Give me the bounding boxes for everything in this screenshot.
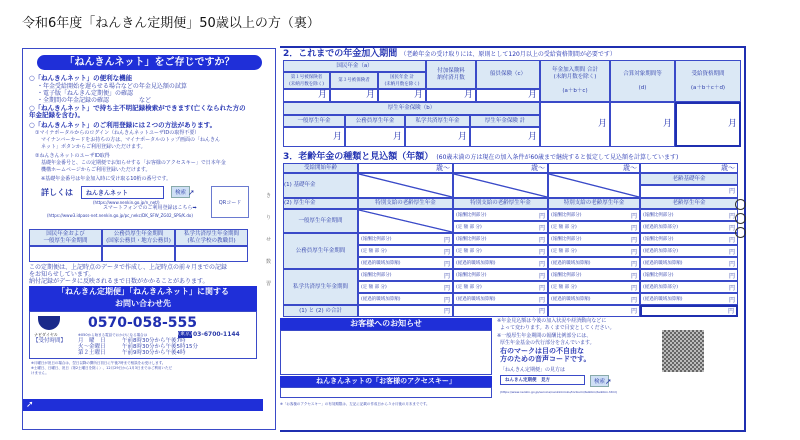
yen-unit: 円 xyxy=(728,248,735,256)
total-amount-cell: 円 xyxy=(640,305,738,317)
url-link[interactable]: (https://www.nenkin.go.jp/service/nenkinkiroku/torikumi/teikibin/teikibin.html) xyxy=(500,390,617,394)
yen-unit: 円 xyxy=(728,284,735,292)
teikibin-search-box[interactable]: ねんきん定期便 見方 xyxy=(500,375,585,385)
yen-unit: 円 xyxy=(630,260,637,268)
group-label: 私学共済厚生年金期間 xyxy=(283,269,358,305)
amount-cell xyxy=(640,245,738,257)
contact-box xyxy=(29,311,257,359)
amount-cell xyxy=(548,293,640,305)
amount-cell xyxy=(453,269,548,281)
kosei-col-header: 老齢厚生年金 xyxy=(640,198,738,209)
sub-label: (定 額 部 分) xyxy=(551,285,577,290)
sub-label: (定 額 部 分) xyxy=(361,249,387,254)
navi-dial-label: ナビダイヤル xyxy=(34,332,58,337)
yen-unit: 円 xyxy=(443,248,450,256)
details-label: 詳しくは xyxy=(41,188,73,197)
amount-cell xyxy=(358,293,453,305)
yen-unit: 円 xyxy=(728,212,735,220)
amount-cell xyxy=(548,257,640,269)
amount-cell xyxy=(640,269,738,281)
sub-label: (定 額 部 分) xyxy=(456,225,482,230)
method-2-title: ②ねんきんネットのユーザID取得 xyxy=(35,153,110,159)
sub-label: (経過的職域加算額) xyxy=(361,261,401,266)
diagonal-cell xyxy=(358,209,453,233)
hours-label: 【受付時間】 xyxy=(33,338,67,344)
table-cell xyxy=(102,246,175,262)
sub-label: (定 額 部 分) xyxy=(456,285,482,290)
sub-label: (経過的職域加算額) xyxy=(551,261,591,266)
point-1: ○「ねんきんネット」の便利な機能 xyxy=(29,74,133,82)
month-value: 月 xyxy=(426,89,476,102)
hours-note: ※月曜日が祝日の場合は、翌日以降の開所日初日に午後7時まで相談をお受けします。 xyxy=(31,361,166,365)
amount-cell xyxy=(640,233,738,245)
table-header: 私学共済厚生年金期間 (私立学校の教職員) xyxy=(175,229,248,246)
punch-hole-icon xyxy=(735,199,746,210)
yen-unit: 円 xyxy=(538,284,545,292)
yen-unit: 円 xyxy=(443,284,450,292)
section-2-note: （老齢年金の受け取りには、原則として120月以上の受給資格期間が必要です） xyxy=(400,51,616,58)
sub-label: (定 額 部 分) xyxy=(551,249,577,254)
month-value: 月 xyxy=(405,127,470,147)
amount-cell xyxy=(640,281,738,293)
yen-unit: 円 xyxy=(630,248,637,256)
yen-unit: 円 xyxy=(538,248,545,256)
yen-unit: 円 xyxy=(728,260,735,268)
section-3-table xyxy=(283,163,738,318)
kosei-col-header: 特別支給の老齢厚生年金 xyxy=(548,198,640,209)
yen-unit: 円 xyxy=(728,224,735,232)
yen-unit: 円 xyxy=(630,212,637,220)
kosei-label: (2) 厚生年金 xyxy=(283,198,358,209)
age-value-cell: 歳～ xyxy=(358,163,453,173)
data-note: 納付記録がデータに反映されるまで日数がかかることがあります。 xyxy=(29,278,209,285)
table-header: 国民年金および 一般厚生年金期間 xyxy=(29,229,102,246)
yen-unit: 円 xyxy=(538,272,545,280)
side-char: 習 xyxy=(266,281,272,287)
point-2b: 年金記録を含む)。 xyxy=(29,111,84,119)
total-label: (1) と (2) の合計 xyxy=(283,305,358,317)
data-note: この定期便は、上記時点のデータで作成し、上記時点の前々月までの記録 xyxy=(29,264,228,271)
dai3-header: 第３号被保険者 xyxy=(330,72,378,89)
amount-cell xyxy=(548,233,640,245)
yen-unit: 円 xyxy=(443,260,450,268)
kosei-col-header: 公務員厚生年金 xyxy=(345,115,405,127)
cursor-arrow-icon: ➚ xyxy=(188,188,195,197)
sub-label: (定 額 部 分) xyxy=(551,225,577,230)
total-amount-cell: 円 xyxy=(358,305,453,317)
url-link[interactable]: (https://www3.idpass-net.nenkin.go.jp/pc_nekc/DK_SFW_ZG02_SPS/K.do) xyxy=(47,213,193,218)
section-3-note: (60歳未満の方は現在の加入条件が60歳まで継続すると仮定して見込額を計算しています) xyxy=(436,154,679,161)
cursor-arrow-icon: ➚ xyxy=(605,377,612,386)
yen-unit: 円 xyxy=(630,236,637,244)
yen-unit: 円 xyxy=(630,296,637,304)
amount-cell xyxy=(358,281,453,293)
kokumin-total-header: 国民年金 計 (未納月数を除く) xyxy=(378,72,426,89)
estimate-note: ※年金見込額は今後の加入状況や経済動向などに xyxy=(497,318,607,324)
diagonal-cell xyxy=(548,173,640,198)
point-1-item: ・全期間の年金記録の確認 など xyxy=(37,97,152,104)
yen-unit: 円 xyxy=(443,296,450,304)
sub-label: (経過的職域加算額) xyxy=(456,297,496,302)
voice-code-note: 方のための音声コードです。 xyxy=(500,355,591,363)
sub-label: (報酬比例部分) xyxy=(551,273,582,278)
smartphone-link[interactable]: スマートフォンでのご利用登録はこちら➡ xyxy=(103,205,197,211)
sub-label: (経過的加算部分) xyxy=(643,249,679,254)
navi-dial-logo-icon xyxy=(38,316,60,330)
sub-label: (経過的職域加算額) xyxy=(643,297,683,302)
page-title: 令和6年度「ねんきん定期便」50歳以上の方（裏） xyxy=(22,16,320,31)
yen-unit: 円 xyxy=(630,284,637,292)
month-value: 月 xyxy=(283,89,330,102)
search-button[interactable]: 検索 xyxy=(171,186,190,198)
yen-unit: 円 xyxy=(728,272,735,280)
month-value: 月 xyxy=(540,102,610,147)
section-2-title-text: 2．これまでの年金加入期間 xyxy=(283,49,398,59)
amount-cell xyxy=(358,245,453,257)
hours-day: 第２土曜日 xyxy=(78,350,106,356)
data-note: をお知らせしています。 xyxy=(29,271,95,278)
pension-note: ※一般厚生年金期間の報酬比例部分には、 xyxy=(497,333,592,339)
kosei-col-header: 厚生年金保険 計 xyxy=(470,115,540,127)
table-header: 公務員厚生年金期間 (国家公務員・地方公務員) xyxy=(102,229,175,246)
yen-unit: 円 xyxy=(443,272,450,280)
amount-cell xyxy=(453,245,548,257)
age-value-cell: 歳～ xyxy=(640,163,738,173)
section-3-title xyxy=(283,152,678,163)
point-2: ○「ねんきんネット」で持ち主不明記録検索ができます(亡くなられた方の xyxy=(29,104,246,112)
method-1-title: ①マイナポータルからのログイン（ねんきんネットユーザIDの取得不要） xyxy=(35,130,200,136)
group-label: 公務員厚生年金期間 xyxy=(283,233,358,269)
estimate-note: よって変わります。あくまで目安としてください。 xyxy=(500,325,615,331)
phone-alt-number[interactable]: 03-6700-1144 xyxy=(193,331,240,338)
kosei-header: 厚生年金保険（b） xyxy=(283,102,540,115)
side-char: せ xyxy=(266,237,272,243)
table-cell xyxy=(175,246,248,262)
phone-alt-tag: (東京) xyxy=(178,331,192,337)
section-2-table xyxy=(283,60,741,148)
age-value-cell: 歳～ xyxy=(548,163,640,173)
yen-unit: 円 xyxy=(538,296,545,304)
contact-header-line: お問い合わせ先 xyxy=(115,299,171,308)
amount-cell xyxy=(453,257,548,269)
senin-header: 船員保険（c） xyxy=(476,60,540,89)
hours-note: ※土曜日、日曜日、祝日（第2土曜日を除く）、12月29日から1月3日まではご利用いただ xyxy=(31,366,173,370)
kosei-col-header: 特別支給の老齢厚生年金 xyxy=(358,198,453,209)
kiso-col4-header: 老齢基礎年金 xyxy=(640,173,738,185)
amount-cell xyxy=(548,281,640,293)
diagonal-cell xyxy=(358,173,453,198)
dai1-header: 第１号被保険者 (未納月数を除く) xyxy=(283,72,330,89)
amount-cell xyxy=(640,293,738,305)
section-2-title xyxy=(283,49,616,60)
side-char: き xyxy=(266,193,272,199)
yen-unit: 円 xyxy=(538,236,545,244)
phone-number[interactable]: 0570-058-555 xyxy=(88,315,198,331)
month-value: 月 xyxy=(283,127,345,147)
total-amount-cell: 円 xyxy=(453,305,548,317)
fuka-header: 付加保険料 納付済月数 xyxy=(426,60,476,89)
yen-unit: 円 xyxy=(728,236,735,244)
amount-cell xyxy=(640,209,738,221)
howto-label: 「ねんきん定期便」の見方は xyxy=(500,367,566,373)
month-value: 月 xyxy=(378,89,426,102)
sub-label: (報酬比例部分) xyxy=(361,273,392,278)
jukyu-header: 受給資格期間 (a＋b＋c＋d) xyxy=(675,60,741,102)
method-1-body: マイナンバーカードをお持ちの方は、マイナポータルのトップ画面の「ねんきん xyxy=(41,137,220,143)
point-1-item: ・年金受給開始を遅らせる場合などの年金見込額の試算 xyxy=(37,83,187,90)
yen-unit: 円 xyxy=(728,296,735,304)
sub-label: (経過的職域加算額) xyxy=(456,261,496,266)
yen-unit: 円 xyxy=(538,212,545,220)
nenkin-net-search-box[interactable]: ねんきんネット xyxy=(81,186,164,199)
panel-heading: 「ねんきんネット」をご存じですか？ xyxy=(37,55,262,70)
amount-cell xyxy=(453,293,548,305)
kosei-col-header: 特別支給の老齢厚生年金 xyxy=(453,198,548,209)
kiso-label: (1) 基礎年金 xyxy=(283,173,358,198)
sub-label: (報酬比例部分) xyxy=(456,237,487,242)
hours-time: 午前8時30分から午後7時 xyxy=(122,338,186,344)
amount-cell xyxy=(548,209,640,221)
diagonal-cell xyxy=(453,173,548,198)
nenkin-net-panel xyxy=(22,48,276,430)
month-value: 月 xyxy=(470,127,540,147)
contact-header xyxy=(29,286,257,311)
amount-cell xyxy=(640,221,738,233)
method-2-body: 基礎年金番号と、この定期便でお知らせする「お客様のアクセスキー」で日本年金 xyxy=(41,160,226,166)
yen-unit: 円 xyxy=(443,236,450,244)
yen-cell: 円 xyxy=(640,185,738,198)
point-1-item: ・電子版「ねんきん定期便」の確認 xyxy=(37,90,134,97)
hours-time: 午前9時30分から午後4時 xyxy=(122,350,186,356)
phone-note: ※050から始まる電話でおかけになる場合は xyxy=(78,333,148,337)
sub-label: (経過的職域加算額) xyxy=(361,297,401,302)
amount-cell xyxy=(358,269,453,281)
amount-cell xyxy=(453,221,548,233)
month-value: 月 xyxy=(330,89,378,102)
section-3-title-text: 3．老齢年金の種類と見込額（年額） xyxy=(283,152,434,162)
voice-code-note: 右のマークは目の不自由な xyxy=(500,347,584,355)
arrow-icon: ➚ xyxy=(23,399,263,411)
kosei-col-header: 私学共済厚生年金 xyxy=(405,115,470,127)
month-value: 月 xyxy=(345,127,405,147)
kosei-col-header: 一般厚生年金 xyxy=(283,115,345,127)
amount-cell xyxy=(453,233,548,245)
sub-label: (経過的加算部分) xyxy=(643,285,679,290)
side-char: 数 xyxy=(266,259,272,265)
qr-code-placeholder: QRコード xyxy=(211,186,249,218)
sub-label: (報酬比例部分) xyxy=(456,213,487,218)
sub-label: (報酬比例部分) xyxy=(456,273,487,278)
amount-cell xyxy=(548,245,640,257)
amount-cell xyxy=(358,257,453,269)
sub-label: (経過的職域加算額) xyxy=(551,297,591,302)
side-char: り xyxy=(266,215,272,221)
url-link[interactable]: (https://www.nenkin.go.jp/n_net/) xyxy=(93,200,160,205)
access-key-box xyxy=(280,387,492,398)
amount-cell xyxy=(358,233,453,245)
notice-box xyxy=(280,330,492,375)
jukyu-month-value: 月 xyxy=(675,102,741,147)
hours-note: けません。 xyxy=(31,371,49,375)
total-header: 年金加入期間 合計 (未納月数を除く) (a＋b＋c) xyxy=(540,60,610,102)
amount-cell xyxy=(640,257,738,269)
voice-code-icon xyxy=(662,330,704,372)
month-value: 月 xyxy=(476,89,540,102)
sub-label: (経過的職域加算額) xyxy=(643,261,683,266)
side-text xyxy=(266,185,274,295)
pension-note: 厚生年金基金の代行部分を含んでいます。 xyxy=(500,340,595,346)
punch-hole-icon xyxy=(735,213,746,224)
hours-time: 午前8時30分から午後5時15分 xyxy=(122,344,198,350)
yen-unit: 円 xyxy=(630,224,637,232)
access-key-header: ねんきんネットの「お客様のアクセスキー」 xyxy=(280,376,492,387)
table-cell xyxy=(29,246,102,262)
amount-cell xyxy=(548,269,640,281)
method-2-note: ※基礎年金番号は年金加入時に受け取る10桁の番号です。 xyxy=(41,176,172,182)
yen-unit: 円 xyxy=(538,224,545,232)
age-label: 受給開始年齢 xyxy=(283,163,358,173)
hours-day: 月 曜 日 xyxy=(78,338,106,344)
search-button[interactable]: 検索 xyxy=(590,375,609,387)
sub-label: (報酬比例部分) xyxy=(361,237,392,242)
notice-header: お客様へのお知らせ xyxy=(280,318,492,330)
method-2-body: 機構ホームページからご利用登録いただけます。 xyxy=(41,167,151,173)
point-3: ○「ねんきんネット」のご利用登録には２つの方法があります。 xyxy=(29,121,217,129)
punch-hole-icon xyxy=(735,227,746,238)
sub-label: (報酬比例部分) xyxy=(551,213,582,218)
sub-label: (報酬比例部分) xyxy=(551,237,582,242)
month-value: 月 xyxy=(610,102,675,147)
hours-day: 火〜金曜日 xyxy=(78,344,106,350)
yen-unit: 円 xyxy=(538,260,545,268)
kokumin-header: 国民年金（a） xyxy=(283,60,426,72)
amount-cell xyxy=(453,209,548,221)
gassan-header: 合算対象期間等 (d) xyxy=(610,60,675,102)
yen-unit: 円 xyxy=(630,272,637,280)
contact-header-line: 「ねんきん定期便」「ねんきんネット」に関する xyxy=(57,287,229,296)
amount-cell xyxy=(548,221,640,233)
age-value-cell: 歳～ xyxy=(453,163,548,173)
sub-label: (定 額 部 分) xyxy=(456,249,482,254)
access-key-note: ※「お客様のアクセスキー」の有効期限は、左記に記載の作成日から５カ月後の月末までです。 xyxy=(280,402,430,406)
sub-label: (報酬比例部分) xyxy=(643,213,674,218)
sub-label: (経過的加算部分) xyxy=(643,225,679,230)
amount-cell xyxy=(453,281,548,293)
sub-label: (定 額 部 分) xyxy=(361,285,387,290)
sub-label: (報酬比例部分) xyxy=(643,237,674,242)
method-1-body: ネット」ボタンからご利用登録いただけます。 xyxy=(41,144,146,150)
sub-label: (報酬比例部分) xyxy=(643,273,674,278)
total-amount-cell: 円 xyxy=(548,305,640,317)
group-label: 一般厚生年金期間 xyxy=(283,209,358,233)
